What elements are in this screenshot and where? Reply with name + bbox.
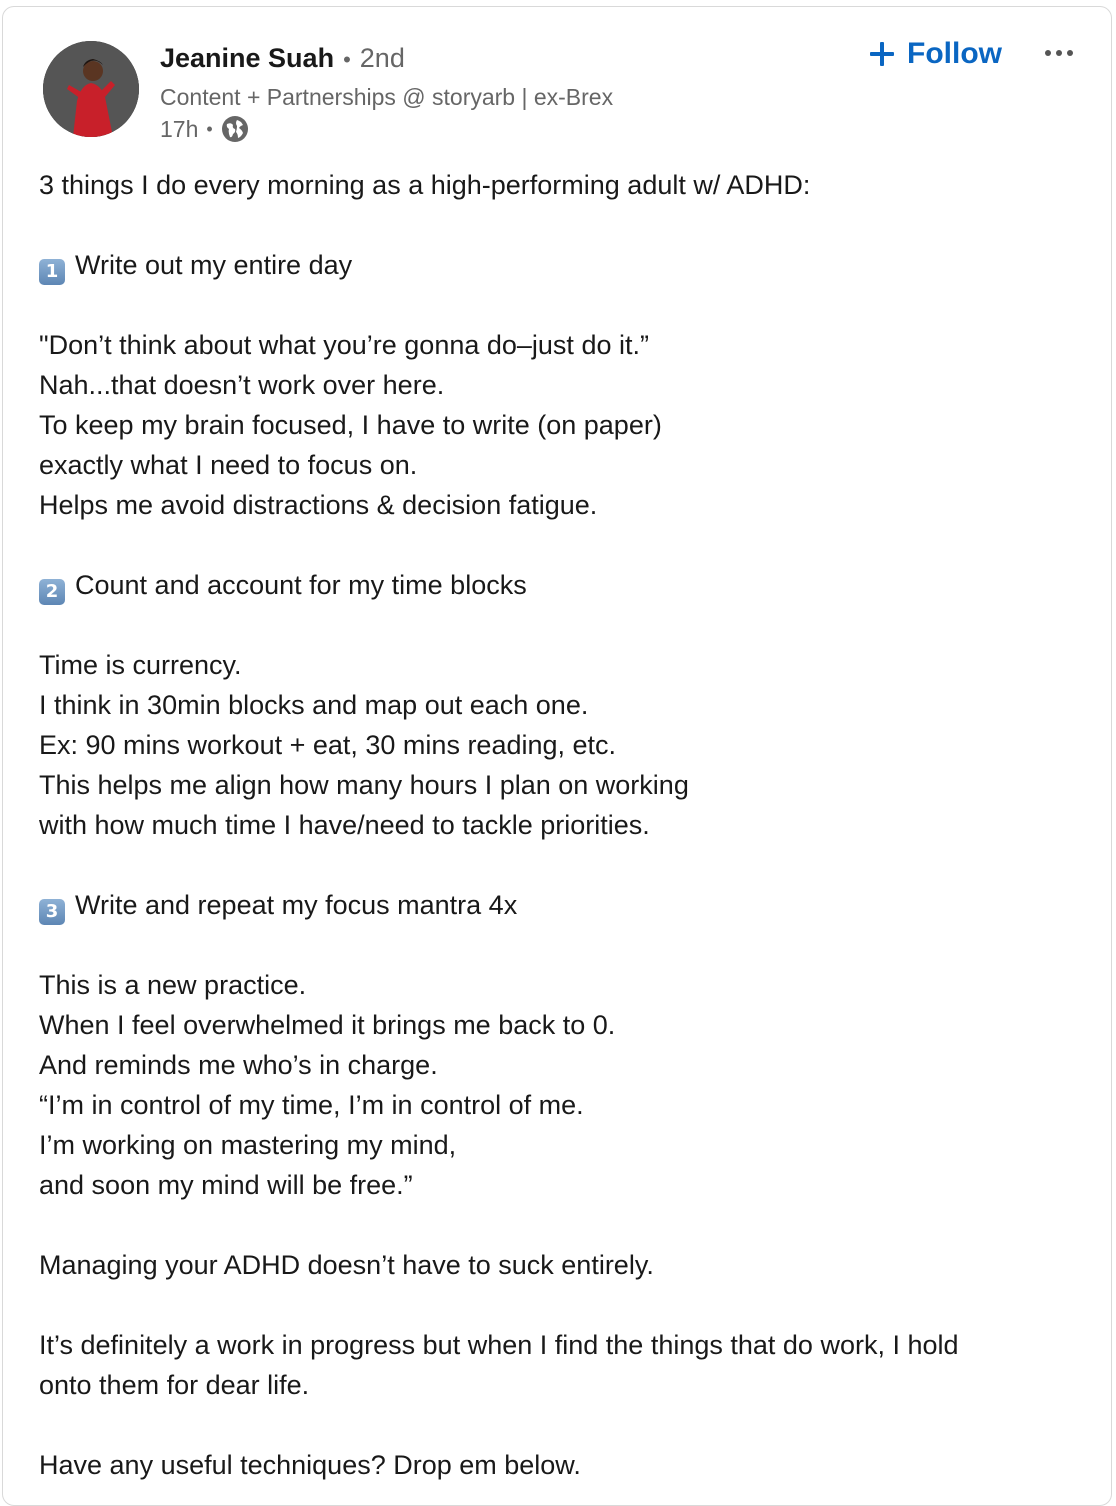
closing-question: Have any useful techniques? Drop em below. <box>39 1450 581 1480</box>
avatar[interactable] <box>43 41 139 137</box>
body-line: "Don’t think about what you’re gonna do–just do it.” <box>39 330 649 360</box>
body-line: When I feel overwhelmed it brings me back to 0. <box>39 1010 616 1040</box>
keycap-1-icon: 1 <box>39 259 65 285</box>
body-line: exactly what I need to focus on. <box>39 450 418 480</box>
separator-dot: • <box>206 118 213 139</box>
author-name[interactable]: Jeanine Suah <box>160 43 335 73</box>
body-line: “I’m in control of my time, I’m in control of me. <box>39 1090 584 1120</box>
body-line: Ex: 90 mins workout + eat, 30 mins reading, etc. <box>39 730 617 760</box>
connection-degree: 2nd <box>359 43 405 73</box>
keycap-2-icon: 2 <box>39 579 65 605</box>
body-line: Nah...that doesn’t work over here. <box>39 370 445 400</box>
body-line: Helps me avoid distractions & decision fatigue. <box>39 490 598 520</box>
closing-line: It’s definitely a work in progress but when I find the things that do work, I hold <box>39 1330 959 1360</box>
body-line: I think in 30min blocks and map out each one. <box>39 690 589 720</box>
author-name-row <box>160 43 613 79</box>
body-line: with how much time I have/need to tackle priorities. <box>39 810 650 840</box>
separator-dot: • <box>343 47 351 72</box>
body-line: Time is currency. <box>39 650 242 680</box>
body-line: To keep my brain focused, I have to write (on paper) <box>39 410 662 440</box>
post-header <box>160 43 613 145</box>
author-headline: Content + Partnerships @ storyarb | ex-Brex <box>160 84 614 110</box>
plus-icon <box>869 41 895 67</box>
post-body <box>39 165 1079 1485</box>
closing-line: Managing your ADHD doesn’t have to suck entirely. <box>39 1250 654 1280</box>
list-item-1-title: 1 Write out my entire day <box>39 245 1079 285</box>
closing-line: onto them for dear life. <box>39 1370 310 1400</box>
post-time: 17h <box>160 115 199 142</box>
keycap-3-icon: 3 <box>39 899 65 925</box>
body-line: This is a new practice. <box>39 970 307 1000</box>
body-line: This helps me align how many hours I plan on working <box>39 770 689 800</box>
list-item-3-title: 3 Write and repeat my focus mantra 4x <box>39 885 1079 925</box>
post-meta <box>160 113 613 145</box>
avatar-photo <box>43 41 139 137</box>
follow-label: Follow <box>907 37 1002 70</box>
follow-button[interactable] <box>869 33 1002 75</box>
post-intro: 3 things I do every morning as a high-performing adult w/ ADHD: <box>39 170 811 200</box>
ellipsis-icon[interactable] <box>1043 41 1077 65</box>
post-card <box>2 6 1112 1506</box>
body-line: and soon my mind will be free.” <box>39 1170 413 1200</box>
body-line: And reminds me who’s in charge. <box>39 1050 438 1080</box>
list-item-2-title: 2 Count and account for my time blocks <box>39 565 1079 605</box>
globe-icon <box>221 115 249 143</box>
body-line: I’m working on mastering my mind, <box>39 1130 457 1160</box>
